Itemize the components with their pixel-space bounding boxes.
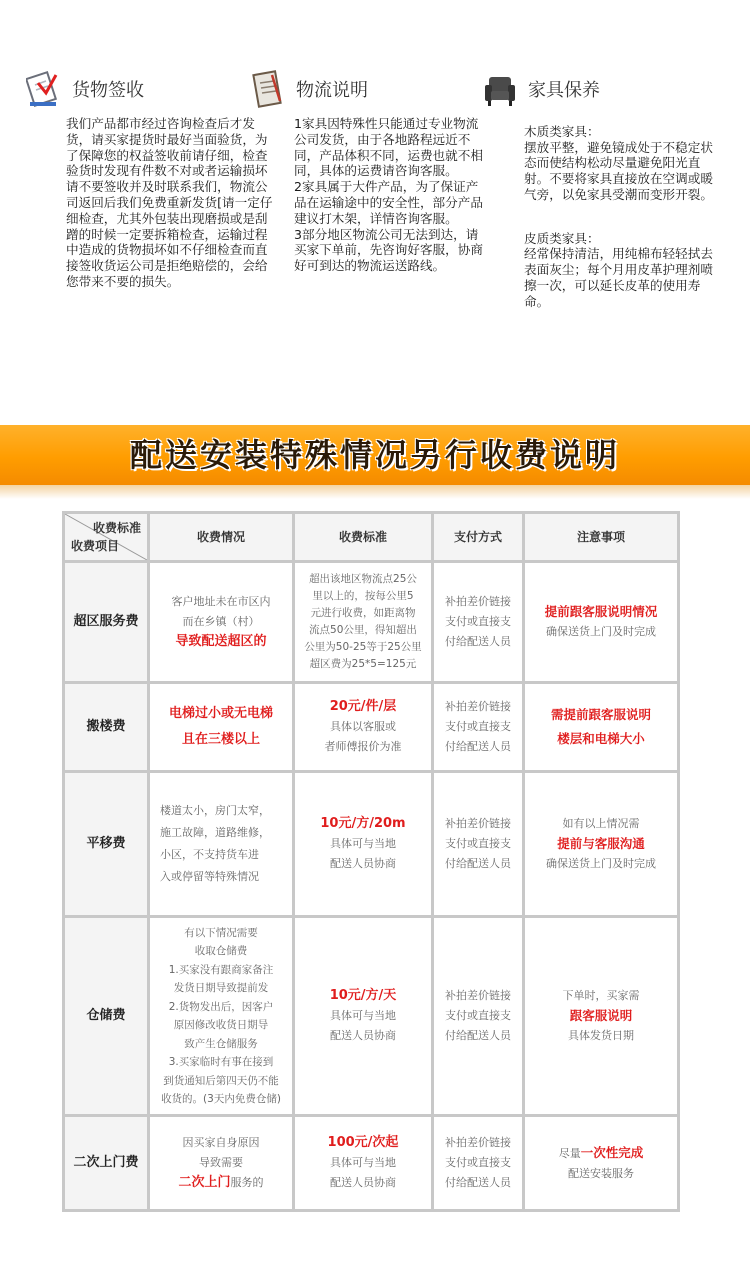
remote-payment: 补拍差价链接 支付或直接支 付给配送人员	[434, 563, 522, 681]
revisit-situation: 因买家自身原因 导致需要 二次上门服务的	[150, 1117, 292, 1209]
table-row	[65, 773, 677, 915]
storage-situation: 有以下情况需要 收取仓储费 1.买家没有跟商家备注 发货日期导致提前发 2.货物发出后，因客户 原因修改收货日期导 致产生仓储服务 3.买家临时有事在接到 到货通知后第四天仍不能 收货的。(3天内免费仓储)	[150, 918, 292, 1114]
table-header-row	[65, 514, 677, 560]
receipt-title: 货物签收	[72, 80, 144, 101]
carry-payment: 补拍差价链接 支付或直接支 付给配送人员	[434, 773, 522, 915]
table-row	[65, 1117, 677, 1209]
care-title: 家具保养	[528, 80, 600, 101]
carry-situation: 楼道太小，房门太窄， 施工故障，道路维修， 小区，不支持货车进 入或停留等特殊情况	[150, 773, 292, 915]
care-leather-text: 皮质类家具： 经常保持清洁，用纯棉布轻轻拭去表面灰尘；每个月用皮革护理剂喷擦一次，可以延长皮革的使用寿命。	[524, 230, 713, 309]
storage-notes: 下单时，买家需 跟客服说明 具体发货日期	[525, 918, 677, 1114]
banner-title: 配送安装特殊情况另行收费说明	[129, 436, 620, 474]
row-label-storage: 仓储费	[65, 918, 147, 1114]
logistics-section	[250, 62, 490, 274]
care-section	[482, 62, 732, 337]
corner-bottom-label: 收费项目	[71, 539, 120, 553]
row-label-stairs: 搬楼费	[65, 684, 147, 770]
armchair-icon	[482, 69, 518, 109]
clipboard-icon	[250, 69, 286, 109]
header-payment: 支付方式	[434, 514, 522, 560]
header-notes: 注意事项	[525, 514, 677, 560]
checklist-icon	[26, 69, 62, 109]
care-wood-text: 木质类家具： 摆放平整，避免镜成处于不稳定状态而使结构松动尽量避免阳光直射。不要将家具直接放在空调或暖气旁，以免家具受潮而变形开裂。	[524, 123, 713, 202]
row-label-remote: 超区服务费	[65, 563, 147, 681]
revisit-notes: 尽量一次性完成 配送安装服务	[525, 1117, 677, 1209]
row-label-revisit: 二次上门费	[65, 1117, 147, 1209]
stairs-situation: 电梯过小或无电梯 且在三楼以上	[150, 684, 292, 770]
table-row	[65, 563, 677, 681]
remote-situation: 客户地址未在市区内 而在乡镇（村） 导致配送超区的	[150, 563, 292, 681]
remote-notes: 提前跟客服说明情况 确保送货上门及时完成	[525, 563, 677, 681]
logistics-text: 1家具因特殊性只能通过专业物流公司发货，由于各地路程远近不同，产品体积不同，运费也就不相同，具体的运费请咨询客服。 2家具属于大件产品，为了保证产品在运输途中的安全性，部分产品建议打木架，详情咨询客服。 3部分地区物流公司无法到达，请买家下单前，先咨询好客服，协商好可到达的物流运送路线。	[294, 116, 483, 274]
table-row	[65, 918, 677, 1114]
receipt-text: 我们产品都市经过咨询检查后才发货，请买家提货时最好当面验货，为了保障您的权益签收前请仔细，检查验货时发现有件数不对或者运输损坏请不要签收并及时联系我们，物流公司返回后我们免费重新发货[请一定仔细检查，尤其外包装出现磨损或是刮蹭的时候一定要拆箱检查，运输过程中造成的货物损坏如不仔细检查而直接签收货运公司是拒绝赔偿的，会给您带来不要的损失。	[66, 116, 273, 289]
stairs-notes: 需提前跟客服说明 楼层和电梯大小	[525, 684, 677, 770]
banner-shadow	[0, 485, 750, 499]
carry-notes: 如有以上情况需 提前与客服沟通 确保送货上门及时完成	[525, 773, 677, 915]
table-row	[65, 684, 677, 770]
care-text	[524, 108, 724, 337]
storage-payment: 补拍差价链接 支付或直接支 付给配送人员	[434, 918, 522, 1114]
receipt-section	[26, 62, 273, 290]
carry-standard: 10元/方/20m 具体可与当地 配送人员协商	[295, 773, 431, 915]
remote-standard: 超出该地区物流点25公 里以上的，按每公里5 元进行收费，如距离物 流点50公里，得知超出 公里为50-25等于25公里 超区费为25*5=125元	[295, 563, 431, 681]
row-label-carry: 平移费	[65, 773, 147, 915]
stairs-payment: 补拍差价链接 支付或直接支 付给配送人员	[434, 684, 522, 770]
header-standard: 收费标准	[295, 514, 431, 560]
revisit-standard: 100元/次起 具体可与当地 配送人员协商	[295, 1117, 431, 1209]
logistics-title: 物流说明	[296, 80, 368, 101]
fee-table	[62, 511, 680, 1212]
stairs-standard: 20元/件/层 具体以客服或 者师傅报价为准	[295, 684, 431, 770]
storage-standard: 10元/方/天 具体可与当地 配送人员协商	[295, 918, 431, 1114]
corner-top-label: 收费标准	[92, 521, 141, 535]
revisit-payment: 补拍差价链接 支付或直接支 付给配送人员	[434, 1117, 522, 1209]
table-corner-cell	[65, 514, 147, 560]
header-situation: 收费情况	[150, 514, 292, 560]
